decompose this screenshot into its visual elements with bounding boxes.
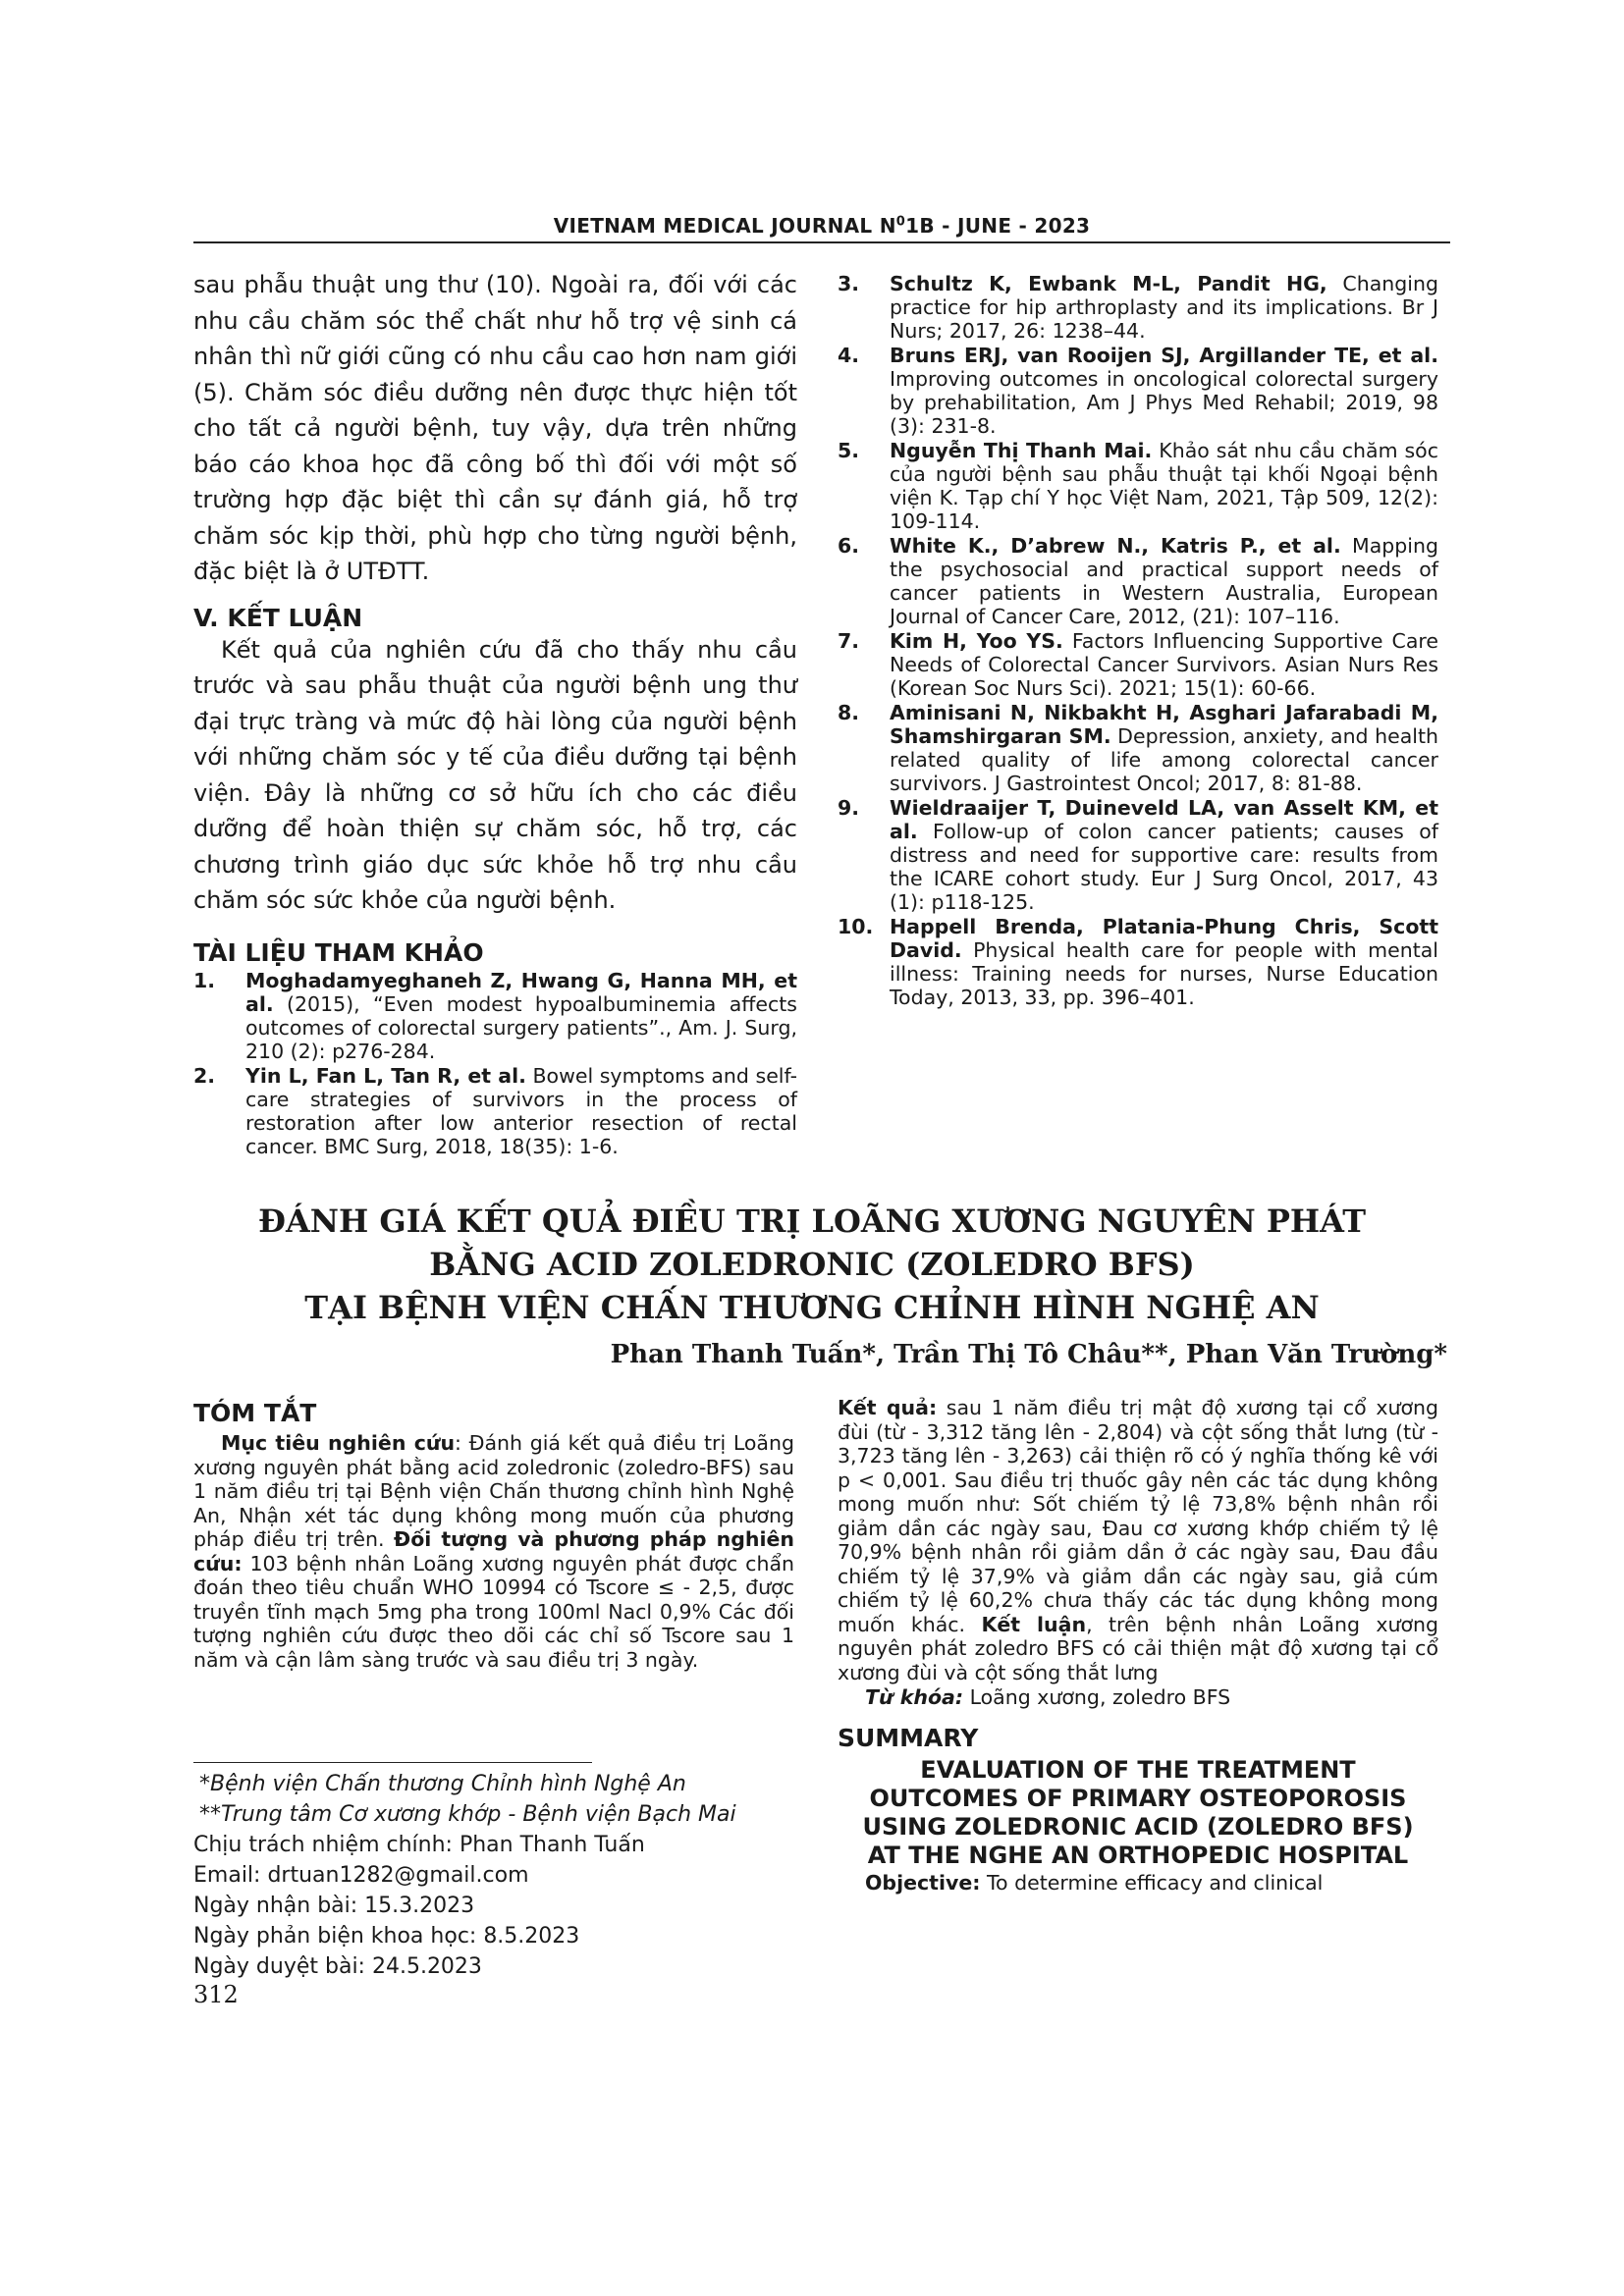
reference-item: 9. Wieldraaijer T, Duineveld LA, van Asselt KM, et al. Follow-up of colon cancer patients; causes of distress and need for supportive care: results from the ICARE cohort study. Eur J Surg Oncol, 2017, 43 (1): p118-125. (838, 796, 1438, 914)
corresponding-author: Chịu trách nhiệm chính: Phan Thanh Tuấn (193, 1833, 645, 1857)
reference-list-right (838, 272, 1438, 1009)
article-title-line: ĐÁNH GIÁ KẾT QUẢ ĐIỀU TRỊ LOÃNG XƯƠNG NGUYÊN PHÁT (257, 1202, 1367, 1240)
reference-item: 4. Bruns ERJ, van Rooijen SJ, Argillander TE, et al. Improving outcomes in oncological colorectal surgery by prehabilitation, Am J Phys Med Rehabil; 2019, 98 (3): 231-8. (838, 344, 1438, 438)
article-authors: Phan Thanh Tuấn*, Trần Thị Tô Châu**, Phan Văn Trường* (610, 1340, 1447, 1369)
header-rule (193, 241, 1450, 243)
footnote-rule (193, 1762, 592, 1763)
reference-item: 10. Happell Brenda, Platania-Phung Chris, Scott David. Physical health care for people with mental illness: Training needs for nurses, Nurse Education Today, 2013, 33, pp. 396–401. (838, 915, 1438, 1009)
left-column-upper (193, 267, 797, 1159)
article-title-line: TẠI BỆNH VIỆN CHẤN THƯƠNG CHỈNH HÌNH NGHỆ AN (304, 1289, 1320, 1326)
summary-title-line: EVALUATION OF THE TREATMENT (920, 1755, 1356, 1784)
reference-list-left (193, 969, 797, 1158)
date-accepted: Ngày duyệt bài: 24.5.2023 (193, 1954, 482, 1979)
article-title (147, 1200, 1477, 1329)
abstract-vi-left (193, 1399, 794, 1672)
reference-item: 3. Schultz K, Ewbank M-L, Pandit HG, Changing practice for hip arthroplasty and its implications. Br J Nurs; 2017, 26: 1238–44. (838, 272, 1438, 343)
summary-heading: SUMMARY (838, 1723, 979, 1752)
reference-item: 7. Kim H, Yoo YS. Factors Influencing Supportive Care Needs of Colorectal Cancer Survivors. Asian Nurs Res (Korean Soc Nurs Sci). 2021; 15(1): 60-66. (838, 629, 1439, 700)
date-reviewed: Ngày phản biện khoa học: 8.5.2023 (193, 1924, 580, 1949)
reference-item: 6. White K., D’abrew N., Katris P., et al. Mapping the psychosocial and practical support needs of cancer patients in Western Australia, European Journal of Cancer Care, 2012, (21): 107–116. (838, 534, 1438, 628)
footnotes (193, 1769, 794, 1982)
references-heading: TÀI LIỆU THAM KHẢO (193, 937, 484, 967)
conclusion-paragraph: Kết quả của nghiên cứu đã cho thấy nhu cầu trước và sau phẫu thuật của người bệnh ung thư đại trực tràng và mức độ hài lòng của người bệnh với những chăm sóc y tế của điều dưỡng tại bệnh viện. Đây là những cơ sở hữu ích cho các điều dưỡng để hoàn thiện sự chăm sóc, hỗ trợ, các chương trình giáo dục sức khỏe hỗ trợ nhu cầu chăm sóc sức khỏe của người bệnh. (193, 635, 797, 914)
abstract-heading: TÓM TẮT (193, 1399, 317, 1427)
reference-item: 5. Nguyễn Thị Thanh Mai. Khảo sát nhu cầu chăm sóc của người bệnh sau phẫu thuật tại khối Ngoại bệnh viện K. Tạp chí Y học Việt Nam, 2021, Tập 509, 12(2): 109-114. (838, 439, 1438, 533)
abstract-keywords: Từ khóa: Loãng xương, zoledro BFS (865, 1685, 1231, 1709)
abstract-vi-right (838, 1396, 1438, 1895)
abstract-results: Kết quả: sau 1 năm điều trị mật độ xương tại cổ xương đùi (từ - 3,312 tăng lên - 2,804) và cột sống thắt lưng (từ - 3,723 tăng lên - 3,263) cải thiện rõ có ý nghĩa thống kê với p < 0,001. Sau điều trị thuốc gây nên các tác dụng không mong muốn như: Sốt chiếm tỷ lệ 73,8% bệnh nhân rồi giảm dần các ngày sau, Đau cơ xương khớp chiếm tỷ lệ 70,9% bệnh nhân rồi giảm dần ở các ngày sau, Đau đầu chiếm tỷ lệ 37,9% và giảm dần các ngày sau, giả cúm chiếm tỷ lệ 60,2% chưa thấy các tác dụng không mong muốn khác. Kết luận, trên bệnh nhân Loãng xương nguyên phát zoledro BFS có cải thiện mật độ xương tại cổ xương đùi và cột sống thắt lưng (838, 1396, 1438, 1684)
conclusion-heading: V. KẾT LUẬN (193, 603, 363, 632)
email: Email: drtuan1282@gmail.com (193, 1863, 529, 1888)
summary-title-line: AT THE NGHE AN ORTHOPEDIC HOSPITAL (867, 1841, 1409, 1869)
reference-item: 8. Aminisani N, Nikbakht H, Asghari Jafarabadi M, Shamshirgaran SM. Depression, anxiety, and health related quality of life among colorectal cancer survivors. J Gastrointest Oncol; 2017, 8: 81-88. (838, 701, 1438, 795)
article-title-line: BẰNG ACID ZOLEDRONIC (ZOLEDRO BFS) (429, 1246, 1195, 1283)
summary-objective: Objective: To determine efficacy and clinical (865, 1870, 1324, 1895)
affiliation: **Trung tâm Cơ xương khớp - Bệnh viện Bạch Mai (199, 1802, 736, 1827)
page-number: 312 (193, 1981, 239, 2008)
affiliation: *Bệnh viện Chấn thương Chỉnh hình Nghệ An (199, 1772, 686, 1796)
summary-title-line: OUTCOMES OF PRIMARY OSTEOPOROSIS (869, 1784, 1407, 1812)
right-column-upper (838, 272, 1438, 1010)
reference-item: 2. Yin L, Fan L, Tan R, et al. Bowel symptoms and self-care strategies of survivors in the process of restoration after low anterior resection of rectal cancer. BMC Surg, 2018, 18(35): 1-6. (193, 1063, 797, 1158)
summary-title-line: USING ZOLEDRONIC ACID (ZOLEDRO BFS) (862, 1812, 1414, 1841)
discussion-paragraph: sau phẫu thuật ung thư (10). Ngoài ra, đối với các nhu cầu chăm sóc thể chất như hỗ trợ vệ sinh cá nhân thì nữ giới cũng có nhu cầu cao hơn nam giới (5). Chăm sóc điều dưỡng nên được thực hiện tốt cho tất cả người bệnh, tuy vậy, dựa trên những báo cáo khoa học đã công bố thì đối với một số trường hợp đặc biệt thì cần sự đánh giá, hỗ trợ chăm sóc kịp thời, phù hợp cho từng người bệnh, đặc biệt là ở UTĐTT. (193, 271, 797, 585)
date-received: Ngày nhận bài: 15.3.2023 (193, 1894, 475, 1918)
abstract-objective-methods: Mục tiêu nghiên cứu: Đánh giá kết quả điều trị Loãng xương nguyên phát bằng acid zoledronic (zoledro-BFS) sau 1 năm điều trị tại Bệnh viện Chấn thương chỉnh hình Nghệ An, Nhận xét tác dụng không mong muốn của phương pháp điều trị trên. Đối tượng và phương pháp nghiên cứu: 103 bệnh nhân Loãng xương nguyên phát được chẩn đoán theo tiêu chuẩn WHO 10994 có Tscore ≤ - 2,5, được truyền tĩnh mạch 5mg pha trong 100ml Nacl 0,9% Các đối tượng nghiên cứu được theo dõi các chỉ số Tscore sau 1 năm và cận lâm sàng trước và sau điều trị 3 ngày. (193, 1431, 795, 1672)
reference-item: 1. Moghadamyeghaneh Z, Hwang G, Hanna MH, et al. (2015), “Even modest hypoalbuminemia affects outcomes of colorectal surgery patients”., Am. J. Surg, 210 (2): p276-284. (193, 968, 797, 1063)
running-header: VIETNAM MEDICAL JOURNAL $N^01B$ - JUNE - 2023 (553, 214, 1091, 238)
